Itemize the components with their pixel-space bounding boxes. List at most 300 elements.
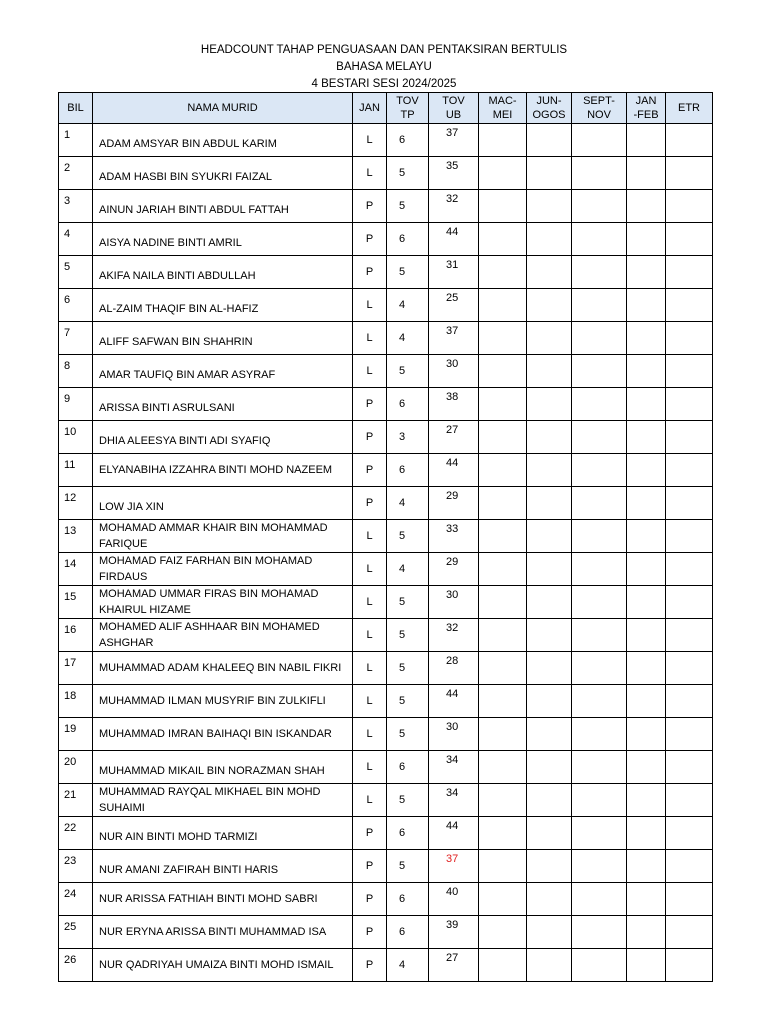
row-number: 13 xyxy=(59,520,93,553)
table-row xyxy=(59,883,713,916)
student-name: MUHAMMAD MIKAIL BIN NORAZMAN SHAH xyxy=(93,751,353,784)
student-name: LOW JIA XIN xyxy=(93,487,353,520)
etr-cell xyxy=(666,454,713,487)
gender-cell: P xyxy=(353,454,387,487)
table-row xyxy=(59,553,713,586)
student-name: MUHAMMAD ADAM KHALEEQ BIN NABIL FIKRI xyxy=(93,652,353,685)
mac-mei-cell xyxy=(479,289,527,322)
table-row xyxy=(59,124,713,157)
jun-ogos-cell xyxy=(527,322,572,355)
jun-ogos-cell xyxy=(527,256,572,289)
table-row xyxy=(59,388,713,421)
mac-mei-cell xyxy=(479,190,527,223)
table-row xyxy=(59,355,713,388)
gender-cell: P xyxy=(353,949,387,982)
jun-ogos-cell xyxy=(527,157,572,190)
gender-cell: P xyxy=(353,817,387,850)
jun-ogos-cell xyxy=(527,652,572,685)
table-row xyxy=(59,784,713,817)
tov-ub-cell: 34 xyxy=(429,784,479,817)
row-number: 1 xyxy=(59,124,93,157)
tov-tp-cell: 5 xyxy=(387,850,429,883)
gender-cell: L xyxy=(353,520,387,553)
jun-ogos-cell xyxy=(527,586,572,619)
etr-cell xyxy=(666,850,713,883)
jun-ogos-cell xyxy=(527,289,572,322)
gender-cell: L xyxy=(353,784,387,817)
jan-feb-cell xyxy=(627,289,666,322)
jun-ogos-cell xyxy=(527,883,572,916)
jan-feb-cell xyxy=(627,718,666,751)
sept-nov-cell xyxy=(572,619,627,652)
etr-cell xyxy=(666,157,713,190)
tov-tp-cell: 5 xyxy=(387,619,429,652)
sept-nov-cell xyxy=(572,355,627,388)
tov-tp-cell: 5 xyxy=(387,652,429,685)
sept-nov-cell xyxy=(572,586,627,619)
tov-ub-cell: 44 xyxy=(429,454,479,487)
tov-tp-cell: 5 xyxy=(387,520,429,553)
student-name: NUR ARISSA FATHIAH BINTI MOHD SABRI xyxy=(93,883,353,916)
student-name: MOHAMAD UMMAR FIRAS BIN MOHAMAD KHAIRUL HIZAME xyxy=(93,586,353,619)
tov-ub-cell: 34 xyxy=(429,751,479,784)
etr-cell xyxy=(666,487,713,520)
etr-cell xyxy=(666,784,713,817)
jan-feb-cell xyxy=(627,157,666,190)
row-number: 21 xyxy=(59,784,93,817)
jan-feb-cell xyxy=(627,784,666,817)
jun-ogos-cell xyxy=(527,124,572,157)
table-row xyxy=(59,817,713,850)
tov-ub-cell: 37 xyxy=(429,850,479,883)
row-number: 16 xyxy=(59,619,93,652)
row-number: 8 xyxy=(59,355,93,388)
gender-cell: L xyxy=(353,355,387,388)
tov-tp-cell: 4 xyxy=(387,487,429,520)
mac-mei-cell xyxy=(479,124,527,157)
sept-nov-cell xyxy=(572,949,627,982)
tov-tp-cell: 6 xyxy=(387,388,429,421)
jan-feb-cell xyxy=(627,883,666,916)
jan-feb-cell xyxy=(627,322,666,355)
tov-ub-cell: 44 xyxy=(429,685,479,718)
row-number: 26 xyxy=(59,949,93,982)
row-number: 25 xyxy=(59,916,93,949)
sept-nov-cell xyxy=(572,883,627,916)
mac-mei-cell xyxy=(479,883,527,916)
row-number: 17 xyxy=(59,652,93,685)
mac-mei-cell xyxy=(479,949,527,982)
mac-mei-cell xyxy=(479,850,527,883)
gender-cell: P xyxy=(353,190,387,223)
jan-feb-cell xyxy=(627,949,666,982)
header-mac-mei: MAC- MEI xyxy=(479,93,527,124)
gender-cell: L xyxy=(353,124,387,157)
student-name: NUR ERYNA ARISSA BINTI MUHAMMAD ISA xyxy=(93,916,353,949)
tov-tp-cell: 4 xyxy=(387,553,429,586)
student-name: DHIA ALEESYA BINTI ADI SYAFIQ xyxy=(93,421,353,454)
sept-nov-cell xyxy=(572,388,627,421)
mac-mei-cell xyxy=(479,256,527,289)
tov-ub-cell: 37 xyxy=(429,322,479,355)
header-bil: BIL xyxy=(59,93,93,124)
mac-mei-cell xyxy=(479,784,527,817)
mac-mei-cell xyxy=(479,718,527,751)
mac-mei-cell xyxy=(479,157,527,190)
sept-nov-cell xyxy=(572,817,627,850)
student-name: NUR QADRIYAH UMAIZA BINTI MOHD ISMAIL xyxy=(93,949,353,982)
jun-ogos-cell xyxy=(527,949,572,982)
jan-feb-cell xyxy=(627,487,666,520)
tov-ub-cell: 28 xyxy=(429,652,479,685)
gender-cell: L xyxy=(353,619,387,652)
tov-tp-cell: 4 xyxy=(387,949,429,982)
tov-ub-cell: 39 xyxy=(429,916,479,949)
student-name: MUHAMMAD IMRAN BAIHAQI BIN ISKANDAR xyxy=(93,718,353,751)
header-tov-tp: TOV TP xyxy=(387,93,429,124)
sept-nov-cell xyxy=(572,718,627,751)
tov-ub-cell: 30 xyxy=(429,718,479,751)
gender-cell: L xyxy=(353,289,387,322)
tov-ub-cell: 44 xyxy=(429,223,479,256)
etr-cell xyxy=(666,751,713,784)
mac-mei-cell xyxy=(479,586,527,619)
tov-ub-cell: 27 xyxy=(429,421,479,454)
jun-ogos-cell xyxy=(527,421,572,454)
jan-feb-cell xyxy=(627,256,666,289)
etr-cell xyxy=(666,619,713,652)
row-number: 15 xyxy=(59,586,93,619)
jan-feb-cell xyxy=(627,421,666,454)
table-row xyxy=(59,619,713,652)
tov-tp-cell: 5 xyxy=(387,718,429,751)
mac-mei-cell xyxy=(479,388,527,421)
table-row xyxy=(59,289,713,322)
tov-tp-cell: 6 xyxy=(387,883,429,916)
table-row xyxy=(59,520,713,553)
title-line-1: HEADCOUNT TAHAP PENGUASAAN DAN PENTAKSIRAN BERTULIS xyxy=(200,44,568,56)
tov-tp-cell: 6 xyxy=(387,223,429,256)
tov-tp-cell: 6 xyxy=(387,751,429,784)
header-sept-nov: SEPT- NOV xyxy=(572,93,627,124)
gender-cell: P xyxy=(353,421,387,454)
jun-ogos-cell xyxy=(527,388,572,421)
table-row xyxy=(59,190,713,223)
jan-feb-cell xyxy=(627,454,666,487)
student-name: ELYANABIHA IZZAHRA BINTI MOHD NAZEEM xyxy=(93,454,353,487)
jan-feb-cell xyxy=(627,223,666,256)
row-number: 10 xyxy=(59,421,93,454)
etr-cell xyxy=(666,223,713,256)
jan-feb-cell xyxy=(627,916,666,949)
mac-mei-cell xyxy=(479,685,527,718)
jan-feb-cell xyxy=(627,355,666,388)
table-row xyxy=(59,157,713,190)
tov-ub-cell: 32 xyxy=(429,190,479,223)
mac-mei-cell xyxy=(479,223,527,256)
jan-feb-cell xyxy=(627,388,666,421)
student-name: ADAM HASBI BIN SYUKRI FAIZAL xyxy=(93,157,353,190)
student-name: MOHAMAD AMMAR KHAIR BIN MOHAMMAD FARIQUE xyxy=(93,520,353,553)
sept-nov-cell xyxy=(572,190,627,223)
student-name: AKIFA NAILA BINTI ABDULLAH xyxy=(93,256,353,289)
gender-cell: L xyxy=(353,685,387,718)
tov-ub-cell: 32 xyxy=(429,619,479,652)
sept-nov-cell xyxy=(572,850,627,883)
jun-ogos-cell xyxy=(527,487,572,520)
sept-nov-cell xyxy=(572,652,627,685)
table-row xyxy=(59,256,713,289)
sept-nov-cell xyxy=(572,256,627,289)
header-jan: JAN xyxy=(353,93,387,124)
gender-cell: P xyxy=(353,223,387,256)
headcount-table xyxy=(58,92,713,982)
tov-ub-cell: 27 xyxy=(429,949,479,982)
mac-mei-cell xyxy=(479,751,527,784)
header-row xyxy=(59,93,713,124)
table-row xyxy=(59,487,713,520)
tov-tp-cell: 5 xyxy=(387,685,429,718)
gender-cell: P xyxy=(353,388,387,421)
etr-cell xyxy=(666,520,713,553)
jun-ogos-cell xyxy=(527,223,572,256)
sept-nov-cell xyxy=(572,487,627,520)
gender-cell: L xyxy=(353,652,387,685)
table-row xyxy=(59,322,713,355)
etr-cell xyxy=(666,322,713,355)
mac-mei-cell xyxy=(479,355,527,388)
row-number: 2 xyxy=(59,157,93,190)
sept-nov-cell xyxy=(572,157,627,190)
sept-nov-cell xyxy=(572,916,627,949)
etr-cell xyxy=(666,685,713,718)
row-number: 23 xyxy=(59,850,93,883)
table-row xyxy=(59,685,713,718)
sept-nov-cell xyxy=(572,223,627,256)
student-name: AL-ZAIM THAQIF BIN AL-HAFIZ xyxy=(93,289,353,322)
etr-cell xyxy=(666,124,713,157)
etr-cell xyxy=(666,883,713,916)
jan-feb-cell xyxy=(627,652,666,685)
document-title xyxy=(0,42,768,93)
sept-nov-cell xyxy=(572,454,627,487)
table-row xyxy=(59,850,713,883)
etr-cell xyxy=(666,817,713,850)
sept-nov-cell xyxy=(572,784,627,817)
student-name: AMAR TAUFIQ BIN AMAR ASYRAF xyxy=(93,355,353,388)
tov-tp-cell: 6 xyxy=(387,916,429,949)
jun-ogos-cell xyxy=(527,619,572,652)
jun-ogos-cell xyxy=(527,355,572,388)
student-name: ADAM AMSYAR BIN ABDUL KARIM xyxy=(93,124,353,157)
sept-nov-cell xyxy=(572,322,627,355)
student-name: AINUN JARIAH BINTI ABDUL FATTAH xyxy=(93,190,353,223)
row-number: 5 xyxy=(59,256,93,289)
header-jan-feb: JAN -FEB xyxy=(627,93,666,124)
row-number: 11 xyxy=(59,454,93,487)
row-number: 19 xyxy=(59,718,93,751)
tov-ub-cell: 30 xyxy=(429,586,479,619)
row-number: 22 xyxy=(59,817,93,850)
etr-cell xyxy=(666,586,713,619)
jun-ogos-cell xyxy=(527,817,572,850)
gender-cell: P xyxy=(353,883,387,916)
row-number: 9 xyxy=(59,388,93,421)
etr-cell xyxy=(666,553,713,586)
tov-tp-cell: 5 xyxy=(387,355,429,388)
tov-ub-cell: 29 xyxy=(429,553,479,586)
table-row xyxy=(59,916,713,949)
gender-cell: L xyxy=(353,751,387,784)
row-number: 14 xyxy=(59,553,93,586)
student-name: NUR AMANI ZAFIRAH BINTI HARIS xyxy=(93,850,353,883)
jan-feb-cell xyxy=(627,553,666,586)
tov-tp-cell: 5 xyxy=(387,256,429,289)
sept-nov-cell xyxy=(572,124,627,157)
mac-mei-cell xyxy=(479,817,527,850)
jan-feb-cell xyxy=(627,685,666,718)
jan-feb-cell xyxy=(627,520,666,553)
jun-ogos-cell xyxy=(527,751,572,784)
jan-feb-cell xyxy=(627,817,666,850)
student-name: ARISSA BINTI ASRULSANI xyxy=(93,388,353,421)
mac-mei-cell xyxy=(479,916,527,949)
mac-mei-cell xyxy=(479,487,527,520)
sept-nov-cell xyxy=(572,289,627,322)
tov-ub-cell: 31 xyxy=(429,256,479,289)
tov-ub-cell: 40 xyxy=(429,883,479,916)
mac-mei-cell xyxy=(479,553,527,586)
header-tov-ub: TOV UB xyxy=(429,93,479,124)
jun-ogos-cell xyxy=(527,454,572,487)
jun-ogos-cell xyxy=(527,784,572,817)
tov-tp-cell: 5 xyxy=(387,586,429,619)
gender-cell: L xyxy=(353,718,387,751)
etr-cell xyxy=(666,190,713,223)
jan-feb-cell xyxy=(627,586,666,619)
student-name: MOHAMAD FAIZ FARHAN BIN MOHAMAD FIRDAUS xyxy=(93,553,353,586)
tov-tp-cell: 5 xyxy=(387,190,429,223)
tov-ub-cell: 30 xyxy=(429,355,479,388)
header-etr: ETR xyxy=(666,93,713,124)
jun-ogos-cell xyxy=(527,718,572,751)
jun-ogos-cell xyxy=(527,190,572,223)
jun-ogos-cell xyxy=(527,520,572,553)
table-row xyxy=(59,454,713,487)
tov-ub-cell: 29 xyxy=(429,487,479,520)
etr-cell xyxy=(666,421,713,454)
table-row xyxy=(59,949,713,982)
gender-cell: P xyxy=(353,850,387,883)
etr-cell xyxy=(666,916,713,949)
sept-nov-cell xyxy=(572,421,627,454)
jan-feb-cell xyxy=(627,751,666,784)
etr-cell xyxy=(666,256,713,289)
etr-cell xyxy=(666,652,713,685)
jan-feb-cell xyxy=(627,619,666,652)
tov-tp-cell: 5 xyxy=(387,784,429,817)
tov-ub-cell: 25 xyxy=(429,289,479,322)
tov-tp-cell: 6 xyxy=(387,124,429,157)
jun-ogos-cell xyxy=(527,916,572,949)
tov-tp-cell: 4 xyxy=(387,322,429,355)
etr-cell xyxy=(666,289,713,322)
etr-cell xyxy=(666,949,713,982)
student-name: ALIFF SAFWAN BIN SHAHRIN xyxy=(93,322,353,355)
mac-mei-cell xyxy=(479,619,527,652)
etr-cell xyxy=(666,718,713,751)
gender-cell: P xyxy=(353,256,387,289)
sept-nov-cell xyxy=(572,553,627,586)
mac-mei-cell xyxy=(479,520,527,553)
table-row xyxy=(59,652,713,685)
student-name: AISYA NADINE BINTI AMRIL xyxy=(93,223,353,256)
row-number: 12 xyxy=(59,487,93,520)
gender-cell: L xyxy=(353,553,387,586)
jan-feb-cell xyxy=(627,850,666,883)
sept-nov-cell xyxy=(572,520,627,553)
row-number: 4 xyxy=(59,223,93,256)
student-name: MUHAMMAD RAYQAL MIKHAEL BIN MOHD SUHAIMI xyxy=(93,784,353,817)
tov-ub-cell: 44 xyxy=(429,817,479,850)
mac-mei-cell xyxy=(479,421,527,454)
tov-ub-cell: 38 xyxy=(429,388,479,421)
row-number: 3 xyxy=(59,190,93,223)
jan-feb-cell xyxy=(627,124,666,157)
sept-nov-cell xyxy=(572,685,627,718)
header-jun-ogos: JUN- OGOS xyxy=(527,93,572,124)
etr-cell xyxy=(666,388,713,421)
tov-tp-cell: 3 xyxy=(387,421,429,454)
student-name: MOHAMED ALIF ASHHAAR BIN MOHAMED ASHGHAR xyxy=(93,619,353,652)
title-line-2: BAHASA MELAYU xyxy=(336,61,432,73)
table-row xyxy=(59,718,713,751)
row-number: 18 xyxy=(59,685,93,718)
mac-mei-cell xyxy=(479,454,527,487)
tov-tp-cell: 5 xyxy=(387,157,429,190)
row-number: 20 xyxy=(59,751,93,784)
student-name: MUHAMMAD ILMAN MUSYRIF BIN ZULKIFLI xyxy=(93,685,353,718)
table-row xyxy=(59,421,713,454)
gender-cell: L xyxy=(353,586,387,619)
table-row xyxy=(59,223,713,256)
gender-cell: L xyxy=(353,322,387,355)
tov-tp-cell: 6 xyxy=(387,817,429,850)
gender-cell: P xyxy=(353,487,387,520)
mac-mei-cell xyxy=(479,322,527,355)
tov-ub-cell: 33 xyxy=(429,520,479,553)
mac-mei-cell xyxy=(479,652,527,685)
jun-ogos-cell xyxy=(527,685,572,718)
tov-ub-cell: 37 xyxy=(429,124,479,157)
tov-ub-cell: 35 xyxy=(429,157,479,190)
gender-cell: L xyxy=(353,157,387,190)
header-nama-murid: NAMA MURID xyxy=(93,93,353,124)
jan-feb-cell xyxy=(627,190,666,223)
sept-nov-cell xyxy=(572,751,627,784)
table-row xyxy=(59,586,713,619)
jun-ogos-cell xyxy=(527,850,572,883)
row-number: 24 xyxy=(59,883,93,916)
tov-tp-cell: 6 xyxy=(387,454,429,487)
tov-tp-cell: 4 xyxy=(387,289,429,322)
gender-cell: P xyxy=(353,916,387,949)
row-number: 6 xyxy=(59,289,93,322)
title-line-3: 4 BESTARI SESI 2024/2025 xyxy=(311,78,457,90)
table-row xyxy=(59,751,713,784)
etr-cell xyxy=(666,355,713,388)
row-number: 7 xyxy=(59,322,93,355)
